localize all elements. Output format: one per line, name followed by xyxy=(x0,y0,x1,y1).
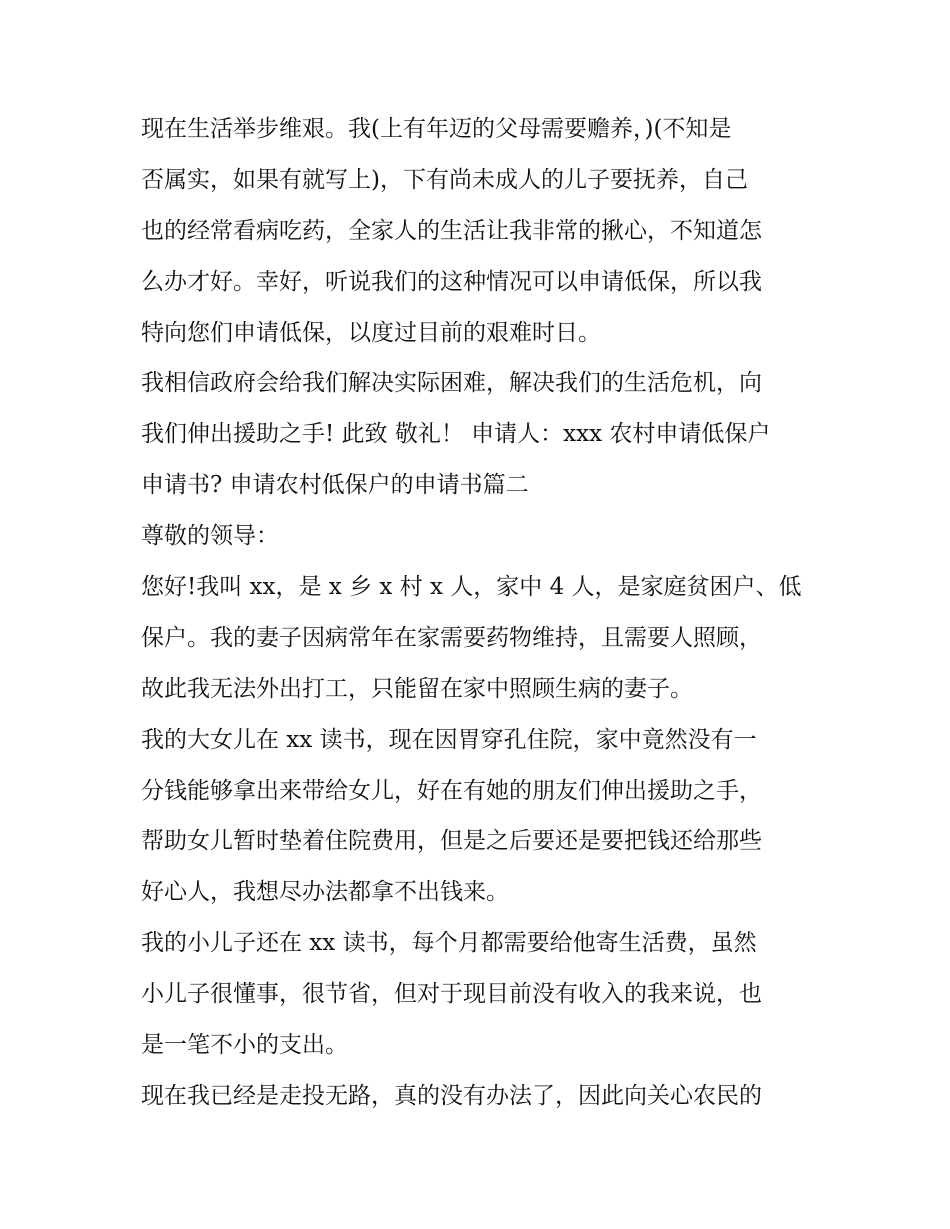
text-line: 特向您们申请低保，以度过目前的艰难时日。 xyxy=(141,319,601,346)
letter-body xyxy=(141,104,821,1122)
text-line: 我们伸出援助之手! 此致 敬礼！ 申请人：xxx 农村申请低保户 xyxy=(141,421,771,448)
text-line: 分钱能够拿出来带给女儿，好在有她的朋友们伸出援助之手， xyxy=(141,777,762,804)
text-line: 我相信政府会给我们解决实际困难，解决我们的生活危机，向 xyxy=(141,370,762,397)
text-line: 现在生活举步维艰。我(上有年迈的父母需要赡养，)(不知是 xyxy=(141,116,732,142)
text-line: 否属实，如果有就写上)，下有尚未成人的儿子要抚养，自己 xyxy=(141,166,748,193)
text-line: 保户。我的妻子因病常年在家需要药物维持，且需要人照顾， xyxy=(141,624,762,651)
text-line: 么办才好。幸好，听说我们的这种情况可以申请低保，所以我 xyxy=(141,268,762,295)
salutation-line: 尊敬的领导： xyxy=(141,523,279,550)
text-line: 是一笔不小的支出。 xyxy=(141,1032,348,1059)
text-line: 好心人，我想尽办法都拿不出钱来。 xyxy=(141,879,509,906)
section-title-line: 申请书? 申请农村低保户的申请书篇二 xyxy=(141,472,529,499)
text-line: 也的经常看病吃药，全家人的生活让我非常的揪心，不知道怎 xyxy=(141,217,762,244)
text-line: 帮助女儿暂时垫着住院费用，但是之后要还是要把钱还给那些 xyxy=(141,828,762,855)
text-line: 我的大女儿在 xx 读书，现在因胃穿孔住院，家中竟然没有一 xyxy=(141,726,757,753)
text-line: 故此我无法外出打工，只能留在家中照顾生病的妻子。 xyxy=(141,675,693,702)
text-line: 您好!我叫 xx，是 x 乡 x 村 x 人，家中 4 人，是家庭贫困户、低 xyxy=(141,574,802,601)
text-line: 小儿子很懂事，很节省，但对于现目前没有收入的我来说，也 xyxy=(141,981,762,1008)
text-line: 我的小儿子还在 xx 读书，每个月都需要给他寄生活费，虽然 xyxy=(141,930,757,957)
text-line: 现在我已经是走投无路，真的没有办法了，因此向关心农民的 xyxy=(141,1082,762,1109)
